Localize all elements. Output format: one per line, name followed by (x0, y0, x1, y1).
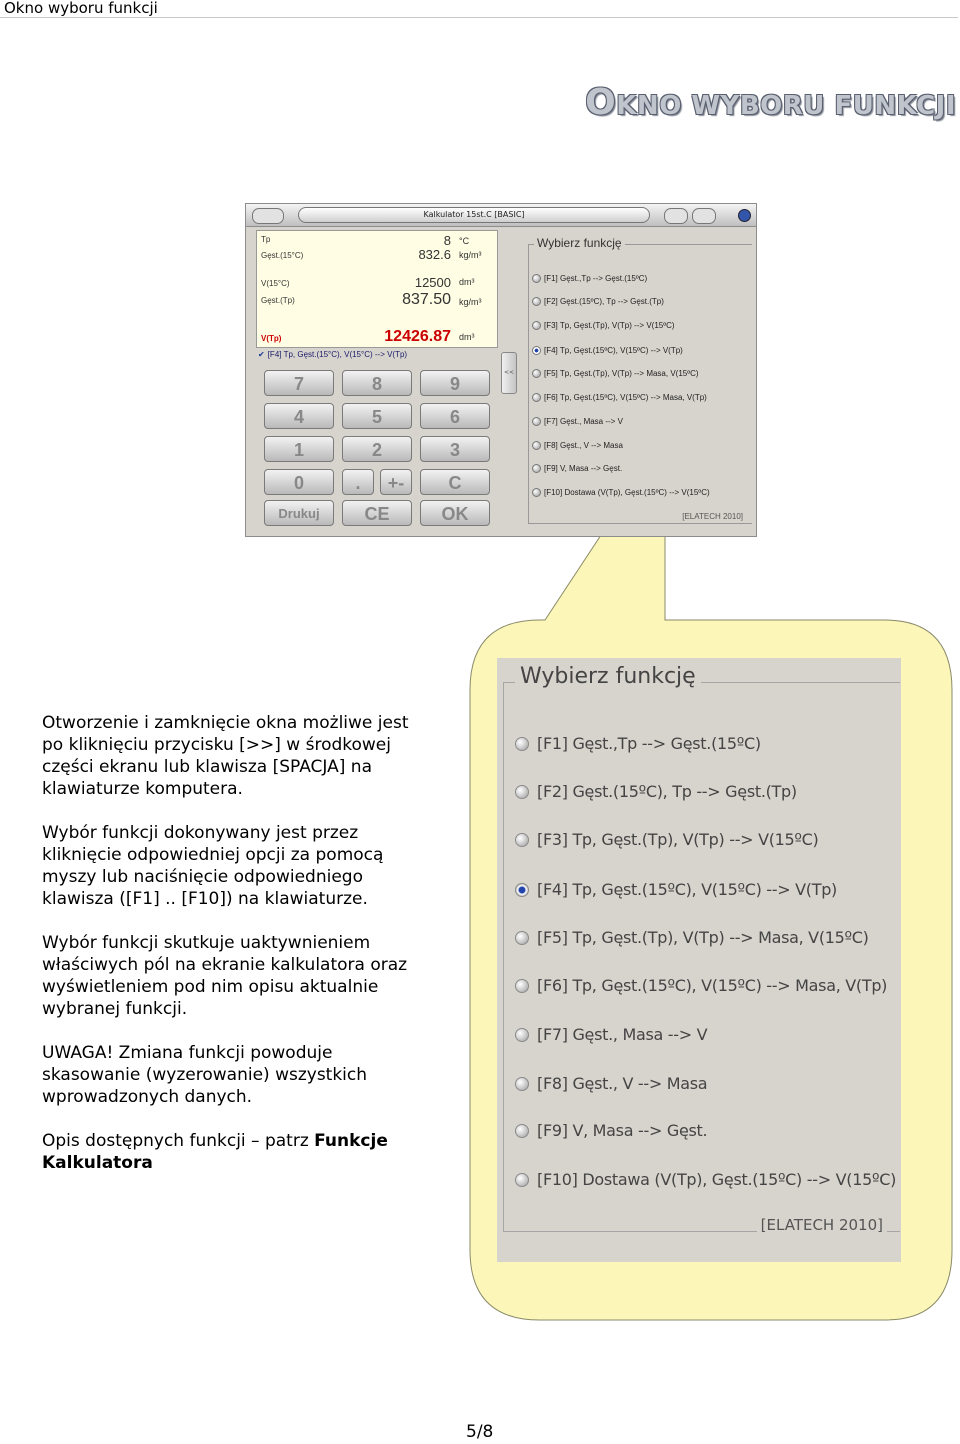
function-option-f2[interactable] (532, 297, 664, 306)
function-option-f5[interactable] (532, 369, 699, 378)
window-title: Kalkulator 15st.C [BASIC] (298, 207, 650, 223)
zoom-option-f1[interactable] (515, 734, 761, 753)
radio-icon (532, 488, 541, 497)
zoom-option-f2[interactable] (515, 782, 797, 801)
keypad (264, 370, 496, 530)
display-label-gesttp: Gęst.(Tp) (261, 296, 295, 305)
option-label: [F6] Tp, Gęst.(15ºC), V(15ºC) --> Masa, V(Tp) (544, 393, 707, 402)
function-option-f4[interactable] (532, 346, 683, 355)
display-unit-gest15: kg/m³ (459, 250, 482, 260)
panel-legend: Wybierz funkcję (534, 236, 625, 250)
radio-icon (532, 321, 541, 330)
calculator-window (245, 203, 757, 537)
option-label: [F4] Tp, Gęst.(15ºC), V(15ºC) --> V(Tp) (537, 880, 838, 899)
function-option-f8[interactable] (532, 441, 623, 450)
radio-icon (515, 737, 529, 751)
option-label: [F5] Tp, Gęst.(Tp), V(Tp) --> Masa, V(15ºC) (544, 369, 699, 378)
option-label: [F3] Tp, Gęst.(Tp), V(Tp) --> V(15ºC) (537, 830, 819, 849)
reference-link[interactable]: Funkcje Kalkulatora (42, 1131, 388, 1173)
radio-icon (532, 274, 541, 283)
function-option-f3[interactable] (532, 321, 675, 330)
radio-icon (532, 297, 541, 306)
zoom-option-f10[interactable] (515, 1170, 896, 1189)
option-label: [F10] Dostawa (V(Tp), Gęst.(15ºC) --> V(15ºC) (537, 1170, 897, 1189)
radio-selected-icon (532, 346, 541, 355)
active-function-text: [F4] Tp, Gęst.(15°C), V(15°C) --> V(Tp) (267, 350, 408, 359)
paragraph-selection: Wybór funkcji dokonywany jest przez kliknięcie odpowiedniej opcji za pomocą myszy lub naciśnięcie odpowiedniego klawisza ([F1] .. [F10]) na klawiaturze. (42, 823, 384, 909)
option-label: [F8] Gęst., V --> Masa (537, 1074, 708, 1093)
radio-icon (515, 1077, 529, 1091)
ok-button[interactable]: OK (420, 500, 490, 526)
radio-icon (515, 1028, 529, 1042)
radio-icon (515, 785, 529, 799)
close-icon[interactable] (738, 209, 751, 222)
body-text (42, 712, 422, 1196)
key-4[interactable]: 4 (264, 403, 334, 429)
page-header-text: Okno wyboru funkcji (4, 0, 158, 17)
calculator-titlebar (246, 204, 756, 227)
key-sign[interactable]: +- (380, 469, 412, 495)
display-unit-vtp: dm³ (459, 332, 475, 342)
display-label-gest15: Gęst.(15°C) (261, 251, 304, 260)
zoom-option-f9[interactable] (515, 1121, 707, 1140)
key-decimal[interactable]: . (342, 469, 374, 495)
option-label: [F9] V, Masa --> Gęst. (544, 464, 623, 473)
function-option-f1[interactable] (532, 274, 647, 283)
paragraph-effect: Wybór funkcji skutkuje uaktywnieniem właściwych pól na ekranie kalkulatora oraz wyświetleniem pod nim opisu aktualnie wybranej funkcji. (42, 933, 408, 1019)
display-label-vtp: V(Tp) (261, 334, 282, 343)
print-button[interactable]: Drukuj (264, 500, 334, 526)
display-label-tp: Tp (261, 235, 271, 244)
zoom-option-f4[interactable] (515, 880, 837, 899)
check-icon: ✔ (258, 350, 265, 359)
option-label: [F6] Tp, Gęst.(15ºC), V(15ºC) --> Masa, V(Tp) (537, 976, 888, 995)
zoom-option-f3[interactable] (515, 830, 818, 849)
calculator-display (256, 230, 498, 348)
zoom-panel-footer: [ELATECH 2010] (757, 1216, 887, 1234)
display-value-tp[interactable]: 8 (443, 233, 451, 248)
display-unit-tp: °C (459, 236, 470, 246)
radio-icon (515, 833, 529, 847)
option-label: [F5] Tp, Gęst.(Tp), V(Tp) --> Masa, V(15ºC) (537, 928, 869, 947)
option-label: [F1] Gęst.,Tp --> Gęst.(15ºC) (537, 734, 761, 753)
key-8[interactable]: 8 (342, 370, 412, 396)
display-value-v15[interactable]: 12500 (414, 275, 451, 290)
zoom-panel-legend: Wybierz funkcję (515, 664, 701, 689)
function-panel-zoom (497, 658, 901, 1262)
radio-icon (532, 369, 541, 378)
panel-frame (528, 244, 752, 524)
key-5[interactable]: 5 (342, 403, 412, 429)
radio-icon (515, 1173, 529, 1187)
option-label: [F4] Tp, Gęst.(15ºC), V(15ºC) --> V(Tp) (544, 346, 683, 355)
option-label: [F2] Gęst.(15ºC), Tp --> Gęst.(Tp) (537, 782, 797, 801)
radio-selected-icon (515, 883, 529, 897)
active-function-line (258, 350, 407, 359)
key-clear-entry[interactable]: CE (342, 500, 412, 526)
window-menu-button[interactable] (252, 208, 284, 224)
page-number: 5/8 (466, 1422, 494, 1442)
radio-icon (515, 979, 529, 993)
reference-prefix: Opis dostępnych funkcji – patrz (42, 1131, 315, 1151)
radio-icon (532, 417, 541, 426)
key-1[interactable]: 1 (264, 436, 334, 462)
display-value-gesttp[interactable]: 837.50 (402, 291, 451, 308)
zoom-option-f8[interactable] (515, 1074, 707, 1093)
key-0[interactable]: 0 (264, 469, 334, 495)
paragraph-open-close: Otworzenie i zamknięcie okna możliwe jest po kliknięciu przycisku [>>] w środkowej części ekranu lub klawisza [SPACJA] na klawiaturze komputera. (42, 713, 409, 799)
option-label: [F2] Gęst.(15ºC), Tp --> Gęst.(Tp) (544, 297, 664, 306)
option-label: [F7] Gęst., Masa --> V (544, 417, 623, 426)
option-label: [F10] Dostawa (V(Tp), Gęst.(15ºC) --> V(15ºC) (544, 488, 710, 497)
option-label: [F9] V, Masa --> Gęst. (537, 1121, 708, 1140)
minimize-button[interactable] (664, 208, 688, 224)
title-rest: KNO WYBORU FUNKCJI (616, 91, 956, 121)
function-option-f9[interactable] (532, 464, 622, 473)
key-clear[interactable]: C (420, 469, 490, 495)
function-option-f6[interactable] (532, 393, 707, 402)
function-option-f7[interactable] (532, 417, 623, 426)
maximize-button[interactable] (692, 208, 716, 224)
option-label: [F3] Tp, Gęst.(Tp), V(Tp) --> V(15ºC) (544, 321, 675, 330)
radio-icon (532, 464, 541, 473)
display-unit-v15: dm³ (459, 277, 475, 287)
key-6[interactable]: 6 (420, 403, 490, 429)
display-unit-gesttp: kg/m³ (459, 297, 482, 307)
display-value-gest15[interactable]: 832.6 (418, 247, 451, 262)
function-option-f10[interactable] (532, 488, 710, 497)
radio-icon (515, 931, 529, 945)
radio-icon (532, 393, 541, 402)
key-2[interactable]: 2 (342, 436, 412, 462)
option-label: [F8] Gęst., V --> Masa (544, 441, 623, 450)
radio-icon (532, 441, 541, 450)
title-cap: O (585, 82, 617, 123)
zoom-option-f5[interactable] (515, 928, 869, 947)
key-9[interactable]: 9 (420, 370, 490, 396)
display-value-vtp[interactable]: 12426.87 (384, 328, 451, 345)
panel-footer: [ELATECH 2010] (682, 512, 743, 521)
paragraph-warning: UWAGA! Zmiana funkcji powoduje skasowanie (wyzerowanie) wszystkich wprowadzonych danych. (42, 1043, 368, 1107)
key-3[interactable]: 3 (420, 436, 490, 462)
zoom-option-f7[interactable] (515, 1025, 707, 1044)
key-7[interactable]: 7 (264, 370, 334, 396)
display-label-v15: V(15°C) (261, 279, 290, 288)
zoom-option-f6[interactable] (515, 976, 887, 995)
radio-icon (515, 1124, 529, 1138)
paragraph-reference (42, 1130, 422, 1174)
zoom-panel-frame (503, 682, 900, 1232)
function-panel-small (528, 234, 753, 524)
option-label: [F1] Gęst.,Tp --> Gęst.(15ºC) (544, 274, 648, 283)
option-label: [F7] Gęst., Masa --> V (537, 1025, 708, 1044)
panel-toggle-button[interactable]: << (501, 352, 517, 394)
